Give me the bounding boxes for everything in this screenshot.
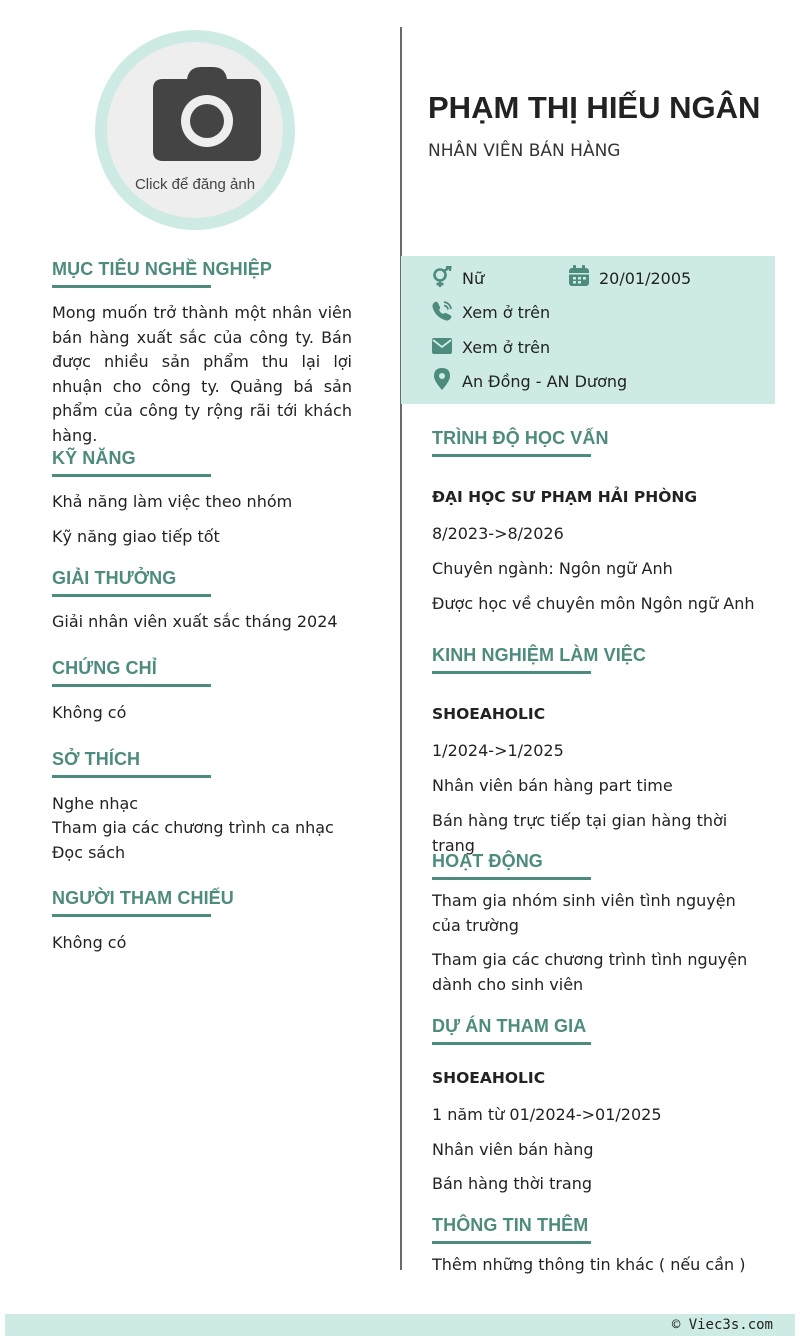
phone-text: Xem ở trên <box>462 303 551 322</box>
experience-role: Nhân viên bán hàng part time <box>432 776 673 795</box>
hobby-item: Nghe nhạc <box>52 794 139 813</box>
experience-company: SHOEAHOLIC <box>432 705 546 723</box>
experience-heading <box>432 645 646 666</box>
education-description: Được học về chuyên môn Ngôn ngữ Anh <box>432 594 755 613</box>
skills-title: KỸ NĂNG <box>52 448 136 468</box>
references-heading <box>52 888 234 909</box>
heading-underline <box>52 474 211 477</box>
education-period: 8/2023->8/2026 <box>432 524 564 543</box>
objective-heading <box>52 259 272 280</box>
contact-info-box <box>401 256 775 404</box>
email-text: Xem ở trên <box>462 338 551 357</box>
awards-title: GIẢI THƯỞNG <box>52 568 177 588</box>
experience-period: 1/2024->1/2025 <box>432 741 564 760</box>
certificate-item: Không có <box>52 703 127 722</box>
gender-text: Nữ <box>462 269 485 288</box>
heading-underline <box>432 1042 591 1045</box>
heading-underline <box>432 671 591 674</box>
skills-heading <box>52 448 136 469</box>
skill-item: Khả năng làm việc theo nhóm <box>52 492 293 511</box>
address-text: An Đồng - AN Dương <box>462 372 628 391</box>
heading-underline <box>432 454 591 457</box>
education-title: TRÌNH ĐỘ HỌC VẤN <box>432 428 609 448</box>
job-position: NHÂN VIÊN BÁN HÀNG <box>428 141 621 161</box>
avatar-placeholder[interactable] <box>107 42 283 218</box>
avatar-upload[interactable] <box>95 30 295 230</box>
education-school: ĐẠI HỌC SƯ PHẠM HẢI PHÒNG <box>432 488 698 506</box>
heading-underline <box>52 684 211 687</box>
hobbies-heading <box>52 749 140 770</box>
objective-text: Mong muốn trở thành một nhân viên bán hàng xuất sắc của công ty. Bán được nhiều sản phẩm thu lại lợi nhuận cho công ty. Quảng bá sản phẩm của công ty rộng rãi tới khách hàng. <box>52 303 352 445</box>
phone-icon <box>431 300 453 322</box>
activity-item: Tham gia các chương trình tình nguyện dành cho sinh viên <box>432 950 748 994</box>
projects-heading <box>432 1016 586 1037</box>
hobbies-title: SỞ THÍCH <box>52 749 141 769</box>
education-heading <box>432 428 609 449</box>
project-role: Nhân viên bán hàng <box>432 1140 594 1159</box>
column-divider <box>400 27 402 1270</box>
camera-icon <box>153 67 261 161</box>
avatar-caption: Click để đăng ảnh <box>134 176 256 193</box>
hobby-item: Tham gia các chương trình ca nhạc <box>52 818 334 837</box>
objective-title: MỤC TIÊU NGHỀ NGHIỆP <box>52 259 273 279</box>
references-title: NGƯỜI THAM CHIẾU <box>52 888 234 908</box>
certificates-title: CHỨNG CHỈ <box>52 658 157 678</box>
heading-underline <box>432 877 591 880</box>
additional-title: THÔNG TIN THÊM <box>432 1215 589 1235</box>
project-period: 1 năm từ 01/2024->01/2025 <box>432 1105 662 1124</box>
heading-underline <box>432 1241 591 1244</box>
projects-title: DỰ ÁN THAM GIA <box>432 1016 587 1036</box>
heading-underline <box>52 285 211 288</box>
activity-item: Tham gia nhóm sinh viên tình nguyện của trường <box>432 891 736 935</box>
heading-underline <box>52 594 211 597</box>
calendar-icon <box>568 265 590 287</box>
experience-title: KINH NGHIỆM LÀM VIỆC <box>432 645 647 665</box>
gender-icon <box>431 266 453 288</box>
footer-bar <box>5 1314 795 1336</box>
awards-heading <box>52 568 176 589</box>
full-name: PHẠM THỊ HIẾU NGÂN <box>428 90 761 125</box>
reference-item: Không có <box>52 933 127 952</box>
skill-item: Kỹ năng giao tiếp tốt <box>52 527 220 546</box>
project-name: SHOEAHOLIC <box>432 1069 546 1087</box>
award-item: Giải nhân viên xuất sắc tháng 2024 <box>52 612 338 631</box>
certificates-heading <box>52 658 157 679</box>
experience-description: Bán hàng trực tiếp tại gian hàng thời trang <box>432 811 728 855</box>
birthday-text: 20/01/2005 <box>599 269 692 288</box>
additional-heading <box>432 1215 588 1236</box>
hobby-item: Đọc sách <box>52 843 126 862</box>
activities-title: HOẠT ĐỘNG <box>432 851 543 871</box>
activities-heading <box>432 851 543 872</box>
education-major: Chuyên ngành: Ngôn ngữ Anh <box>432 559 673 578</box>
additional-text: Thêm những thông tin khác ( nếu cần ) <box>432 1255 746 1274</box>
email-icon <box>431 335 453 357</box>
footer-copyright[interactable]: © Viec3s.com <box>671 1317 773 1333</box>
heading-underline <box>52 914 211 917</box>
project-description: Bán hàng thời trang <box>432 1174 593 1193</box>
location-pin-icon <box>431 368 453 390</box>
heading-underline <box>52 775 211 778</box>
